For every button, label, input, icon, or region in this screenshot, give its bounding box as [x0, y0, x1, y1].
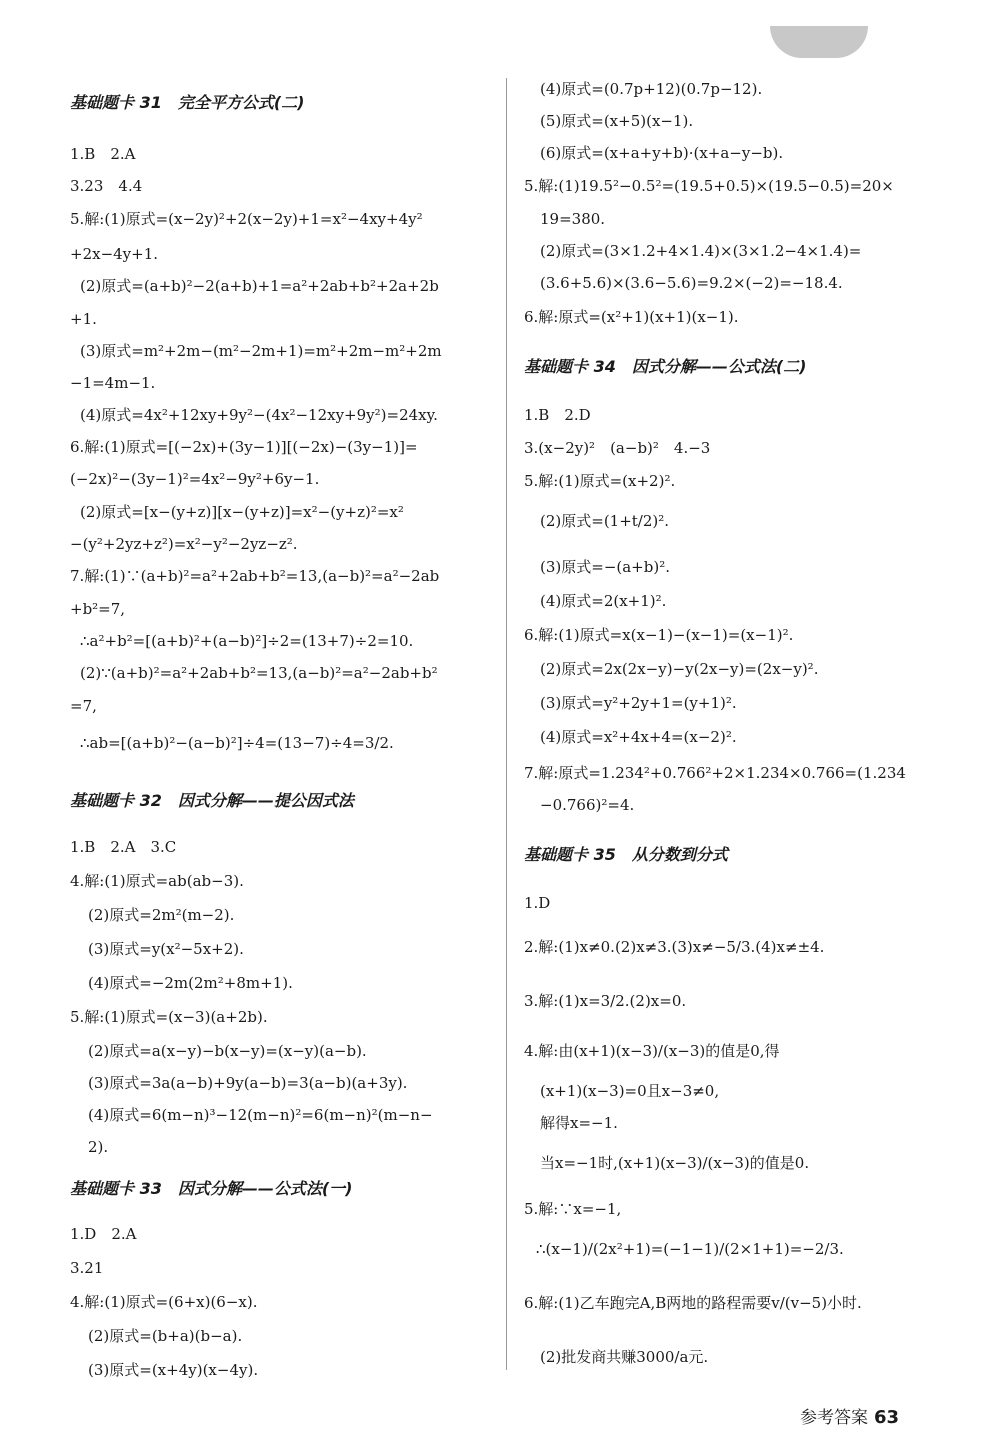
answer-line: ∴a²+b²=[(a+b)²+(a−b)²]÷2=(13+7)÷2=10.: [80, 632, 414, 650]
answer-line: (2)批发商共赚3000/a元.: [540, 1348, 709, 1366]
answer-line: (4)原式=(0.7p+12)(0.7p−12).: [540, 80, 763, 98]
answer-line: (3)原式=3a(a−b)+9y(a−b)=3(a−b)(a+3y).: [88, 1074, 408, 1092]
answer-line: 当x=−1时,(x+1)(x−3)/(x−3)的值是0.: [540, 1154, 810, 1172]
answer-line: (2)原式=[x−(y+z)][x−(y+z)]=x²−(y+z)²=x²: [80, 503, 404, 521]
section-heading-32: 基础题卡 32 因式分解——提公因式法: [70, 791, 354, 810]
section-heading-34: 基础题卡 34 因式分解——公式法(二): [524, 357, 807, 376]
answer-line: 4.解:(1)原式=(6+x)(6−x).: [70, 1293, 258, 1311]
answer-line: 1.B 2.D: [524, 406, 591, 424]
answer-line: 3.(x−2y)² (a−b)² 4.−3: [524, 439, 711, 457]
answer-line: +2x−4y+1.: [70, 245, 159, 263]
answer-line: −(y²+2yz+z²)=x²−y²−2yz−z².: [70, 535, 298, 553]
answer-line: 3.解:(1)x=3/2.(2)x=0.: [524, 992, 687, 1010]
answer-line: (4)原式=6(m−n)³−12(m−n)²=6(m−n)²(m−n−: [88, 1106, 433, 1124]
footer-label: 参考答案: [800, 1408, 868, 1428]
answer-line: 3.23 4.4: [70, 177, 143, 195]
answer-line: (2)原式=(b+a)(b−a).: [88, 1327, 243, 1345]
section-heading-33: 基础题卡 33 因式分解——公式法(一): [70, 1179, 353, 1198]
answer-line: (6)原式=(x+a+y+b)·(x+a−y−b).: [540, 144, 784, 162]
answer-line: 5.解:(1)19.5²−0.5²=(19.5+0.5)×(19.5−0.5)=20×: [524, 177, 894, 195]
answer-line: 5.解:(1)原式=(x−3)(a+2b).: [70, 1008, 268, 1026]
answer-line: 1.B 2.A 3.C: [70, 838, 177, 856]
answer-line: 6.解:(1)原式=[(−2x)+(3y−1)][(−2x)−(3y−1)]=: [70, 438, 418, 456]
answer-line: ∴(x−1)/(2x²+1)=(−1−1)/(2×1+1)=−2/3.: [536, 1240, 844, 1258]
answer-line: (2)原式=(a+b)²−2(a+b)+1=a²+2ab+b²+2a+2b: [80, 277, 439, 295]
answer-line: =7,: [70, 697, 97, 715]
answer-line: (4)原式=x²+4x+4=(x−2)².: [540, 728, 737, 746]
answer-line: (4)原式=2(x+1)².: [540, 592, 667, 610]
answer-line: 解得x=−1.: [540, 1114, 618, 1132]
answer-line: (2)原式=a(x−y)−b(x−y)=(x−y)(a−b).: [88, 1042, 367, 1060]
column-divider: [506, 78, 507, 1370]
answer-line: (2)原式=(1+t/2)².: [540, 512, 670, 530]
answer-line: (2)∵(a+b)²=a²+2ab+b²=13,(a−b)²=a²−2ab+b²: [80, 664, 438, 682]
answer-line: 19=380.: [540, 210, 606, 228]
answer-line: +b²=7,: [70, 600, 126, 618]
answer-line: ∴ab=[(a+b)²−(a−b)²]÷4=(13−7)÷4=3/2.: [80, 734, 394, 752]
answer-line: 6.解:(1)原式=x(x−1)−(x−1)=(x−1)².: [524, 626, 794, 644]
answer-line: 1.D 2.A: [70, 1225, 137, 1243]
answer-line: 1.D: [524, 894, 551, 912]
answer-line: (2)原式=(3×1.2+4×1.4)×(3×1.2−4×1.4)=: [540, 242, 862, 260]
answer-line: (3)原式=y(x²−5x+2).: [88, 940, 244, 958]
page-corner-tab: [770, 26, 868, 58]
answer-line: (3.6+5.6)×(3.6−5.6)=9.2×(−2)=−18.4.: [540, 274, 843, 292]
answer-line: (3)原式=(x+4y)(x−4y).: [88, 1361, 259, 1379]
answer-line: 2.解:(1)x≠0.(2)x≠3.(3)x≠−5/3.(4)x≠±4.: [524, 938, 825, 956]
page-footer: [800, 1403, 899, 1428]
page-number: 63: [874, 1407, 900, 1428]
answer-line: 1.B 2.A: [70, 145, 136, 163]
answer-line: +1.: [70, 310, 97, 328]
answer-line: (2)原式=2x(2x−y)−y(2x−y)=(2x−y)².: [540, 660, 819, 678]
section-heading-31: 基础题卡 31 完全平方公式(二): [70, 93, 305, 112]
answer-line: 5.解:∵x=−1,: [524, 1200, 622, 1218]
answer-line: (−2x)²−(3y−1)²=4x²−9y²+6y−1.: [70, 470, 320, 488]
answer-line: −0.766)²=4.: [540, 796, 635, 814]
section-heading-35: 基础题卡 35 从分数到分式: [524, 845, 728, 864]
answer-line: 5.解:(1)原式=(x+2)².: [524, 472, 676, 490]
answer-line: 3.21: [70, 1259, 104, 1277]
answer-line: 4.解:由(x+1)(x−3)/(x−3)的值是0,得: [524, 1042, 780, 1060]
answer-line: (4)原式=4x²+12xy+9y²−(4x²−12xy+9y²)=24xy.: [80, 406, 438, 424]
answer-line: (2)原式=2m²(m−2).: [88, 906, 235, 924]
answer-line: −1=4m−1.: [70, 374, 156, 392]
answer-line: 5.解:(1)原式=(x−2y)²+2(x−2y)+1=x²−4xy+4y²: [70, 210, 423, 228]
answer-line: (5)原式=(x+5)(x−1).: [540, 112, 694, 130]
answer-line: (3)原式=m²+2m−(m²−2m+1)=m²+2m−m²+2m: [80, 342, 442, 360]
answer-line: (x+1)(x−3)=0且x−3≠0,: [540, 1082, 720, 1100]
answer-line: (3)原式=−(a+b)².: [540, 558, 670, 576]
answer-line: 6.解:(1)乙车跑完A,B两地的路程需要v/(v−5)小时.: [524, 1294, 862, 1312]
answer-line: 4.解:(1)原式=ab(ab−3).: [70, 872, 244, 890]
answer-line: 7.解:原式=1.234²+0.766²+2×1.234×0.766=(1.234: [524, 764, 906, 782]
answer-line: 6.解:原式=(x²+1)(x+1)(x−1).: [524, 308, 739, 326]
answer-line: (3)原式=y²+2y+1=(y+1)².: [540, 694, 737, 712]
answer-line: (4)原式=−2m(2m²+8m+1).: [88, 974, 293, 992]
answer-line: 7.解:(1)∵(a+b)²=a²+2ab+b²=13,(a−b)²=a²−2ab: [70, 567, 440, 585]
answer-line: 2).: [88, 1138, 109, 1156]
